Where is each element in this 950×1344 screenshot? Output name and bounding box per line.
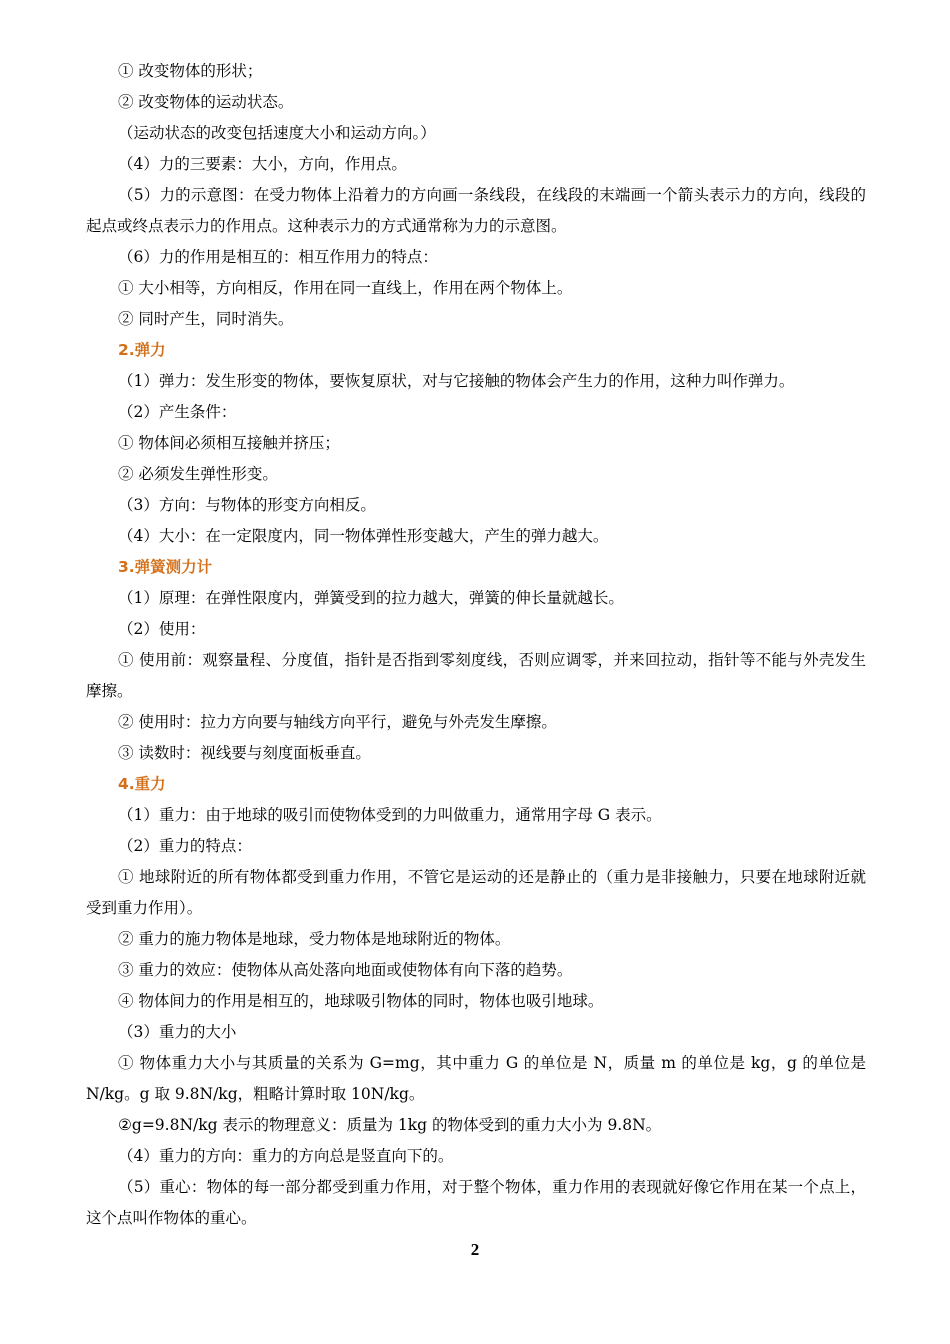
text-line: （3）重力的大小 (118, 1023, 237, 1041)
text-line: （4）大小：在一定限度内，同一物体弹性形变越大，产生的弹力越大。 (118, 527, 609, 545)
text-line: （2）重力的特点： (118, 837, 252, 855)
text-line: （5）力的示意图：在受力物体上沿着力的方向画一条线段，在线段的末端画一个箭头表示力的方向，线段的起点或终点表示力的作用点。这种表示力的方式通常称为力的示意图。 (86, 186, 866, 235)
text-line: ② 重力的施力物体是地球，受力物体是地球附近的物体。 (118, 930, 511, 948)
text-line: （运动状态的改变包括速度大小和运动方向。） (118, 124, 436, 142)
text-line: ② 同时产生，同时消失。 (118, 310, 294, 328)
text-line: （4）力的三要素：大小，方向，作用点。 (118, 155, 407, 173)
text-line: ① 大小相等，方向相反，作用在同一直线上，作用在两个物体上。 (118, 279, 573, 297)
text-line: ② 必须发生弹性形变。 (118, 465, 278, 483)
section-heading: 3.弹簧测力计 (118, 558, 213, 576)
section-heading: 4.重力 (118, 775, 166, 793)
text-line: ③ 重力的效应：使物体从高处落向地面或使物体有向下落的趋势。 (118, 961, 573, 979)
section-heading: 2.弹力 (118, 341, 166, 359)
text-line: ① 使用前：观察量程、分度值，指针是否指到零刻度线，否则应调零，并来回拉动，指针等不能与外壳发生摩擦。 (86, 651, 866, 700)
text-line: （6）力的作用是相互的：相互作用力的特点： (118, 248, 438, 266)
text-line: ① 地球附近的所有物体都受到重力作用，不管它是运动的还是静止的（重力是非接触力，只要在地球附近就受到重力作用）。 (86, 868, 866, 917)
text-line: （2）产生条件： (118, 403, 237, 421)
text-line: ① 物体间必须相互接触并挤压； (118, 434, 340, 452)
page-number: 2 (470, 1240, 480, 1259)
text-line: ④ 物体间力的作用是相互的，地球吸引物体的同时，物体也吸引地球。 (118, 992, 604, 1010)
text-line: ②g=9.8N/kg 表示的物理意义：质量为 1kg 的物体受到的重力大小为 9.8N。 (118, 1116, 662, 1134)
text-line: ① 改变物体的形状； (118, 62, 263, 80)
text-line: ② 改变物体的运动状态。 (118, 93, 294, 111)
text-line: ② 使用时：拉力方向要与轴线方向平行，避免与外壳发生摩擦。 (118, 713, 557, 731)
document-body (86, 56, 866, 1234)
text-line: （1）重力：由于地球的吸引而使物体受到的力叫做重力，通常用字母 G 表示。 (118, 806, 662, 824)
text-line: （2）使用： (118, 620, 206, 638)
text-line: （5）重心：物体的每一部分都受到重力作用，对于整个物体，重力作用的表现就好像它作用在某一个点上，这个点叫作物体的重心。 (86, 1178, 866, 1227)
text-line: ① 物体重力大小与其质量的关系为 G=mg，其中重力 G 的单位是 N，质量 m 的单位是 kg，g 的单位是 N/kg。g 取 9.8N/kg，粗略计算时取 10N/kg。 (86, 1054, 866, 1103)
text-line: （4）重力的方向：重力的方向总是竖直向下的。 (118, 1147, 454, 1165)
text-line: （1）弹力：发生形变的物体，要恢复原状，对与它接触的物体会产生力的作用，这种力叫作弹力。 (118, 372, 795, 390)
text-line: ③ 读数时：视线要与刻度面板垂直。 (118, 744, 371, 762)
text-line: （3）方向：与物体的形变方向相反。 (118, 496, 376, 514)
text-line: （1）原理：在弹性限度内，弹簧受到的拉力越大，弹簧的伸长量就越长。 (118, 589, 624, 607)
